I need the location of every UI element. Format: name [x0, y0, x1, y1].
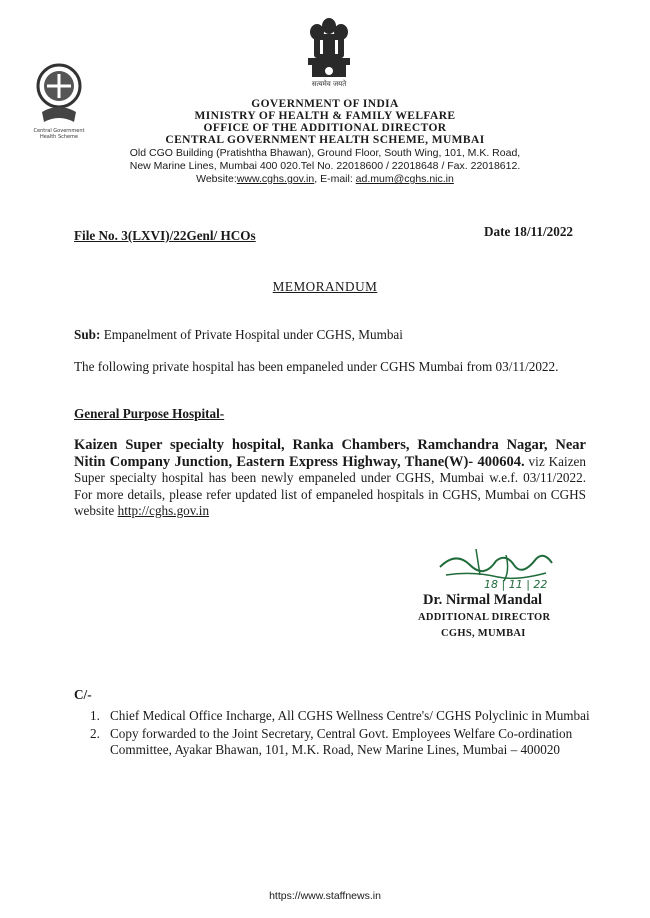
header-address-1: Old CGO Building (Pratishtha Bhawan), Ground Floor, South Wing, 101, M.K. Road, [129, 147, 521, 159]
copy-item [90, 708, 590, 724]
header-contact [0, 173, 650, 186]
subject-text: Empanelment of Private Hospital under CGHS, Mumbai [100, 327, 403, 342]
copy-item-number: 1. [90, 708, 100, 723]
header-government: GOVERNMENT OF INDIA [251, 98, 399, 110]
intro-paragraph: The following private hospital has been empaneled under CGHS Mumbai from 03/11/2022. [74, 359, 559, 374]
cghs-website-link[interactable]: http://cghs.gov.in [117, 503, 210, 518]
header-address-2: New Marine Lines, Mumbai 400 020.Tel No. 22018600 / 22018648 / Fax. 22018612. [129, 160, 521, 172]
copy-item-text: Chief Medical Office Incharge, All CGHS Wellness Centre's/ CGHS Polyclinic in Mumbai [110, 708, 590, 723]
copy-item [90, 726, 590, 758]
header-office: OFFICE OF THE ADDITIONAL DIRECTOR [203, 122, 447, 134]
signatory-office: CGHS, MUMBAI [441, 628, 526, 639]
subject-label: Sub: [74, 327, 101, 342]
copy-item-text: Copy forwarded to the Joint Secretary, Central Govt. Employees Welfare Co-ordination Committee, Ayakar Bhawan, 101, M.K. Road, New Marine Lines, Mumbai – 400020 [110, 726, 573, 757]
file-number: File No. 3(LXVI)/22Genl/ HCOs [74, 228, 256, 243]
signatory-name: Dr. Nirmal Mandal [423, 592, 543, 608]
copy-to-label: C/- [74, 687, 92, 702]
copy-item-number: 2. [90, 726, 100, 741]
header-scheme: CENTRAL GOVERNMENT HEALTH SCHEME, MUMBAI [165, 134, 485, 146]
hospital-details: viz Kaizen Super specialty hospital has been newly empaneled under CGHS, Mumbai w.e.f. 03/11/2022. For more details, please refer updated list of empaneled hospitals in CGHS, Mumbai on CGHS website [74, 453, 586, 518]
email-link[interactable]: ad.mum@cghs.nic.in [355, 173, 454, 185]
website-link[interactable]: www.cghs.gov.in [236, 173, 315, 185]
section-heading: General Purpose Hospital- [74, 406, 225, 421]
memorandum-title: MEMORANDUM [272, 279, 378, 294]
email-label: , E-mail: [314, 173, 356, 185]
signatory-designation: ADDITIONAL DIRECTOR [418, 612, 551, 623]
logo-caption: Central Government Health Scheme [33, 128, 85, 140]
state-emblem-icon [300, 14, 358, 94]
hospital-name-address: Kaizen Super specialty hospital, Ranka Chambers, Ramchandra Nagar, Near Nitin Company Junction, Eastern Express Highway, Thane(W)- 400604. [74, 437, 586, 470]
hospital-paragraph [74, 437, 586, 520]
emblem-motto: सत्यमेव जयते [311, 80, 347, 88]
subject-line [74, 327, 584, 343]
handwritten-date: 18 | 11 | 22 [484, 578, 548, 591]
copy-list [90, 708, 590, 758]
footer-url[interactable]: https://www.staffnews.in [269, 890, 381, 902]
website-label: Website: [196, 173, 237, 185]
header-ministry: MINISTRY OF HEALTH & FAMILY WELFARE [194, 110, 456, 122]
document-date: Date 18/11/2022 [484, 224, 574, 239]
